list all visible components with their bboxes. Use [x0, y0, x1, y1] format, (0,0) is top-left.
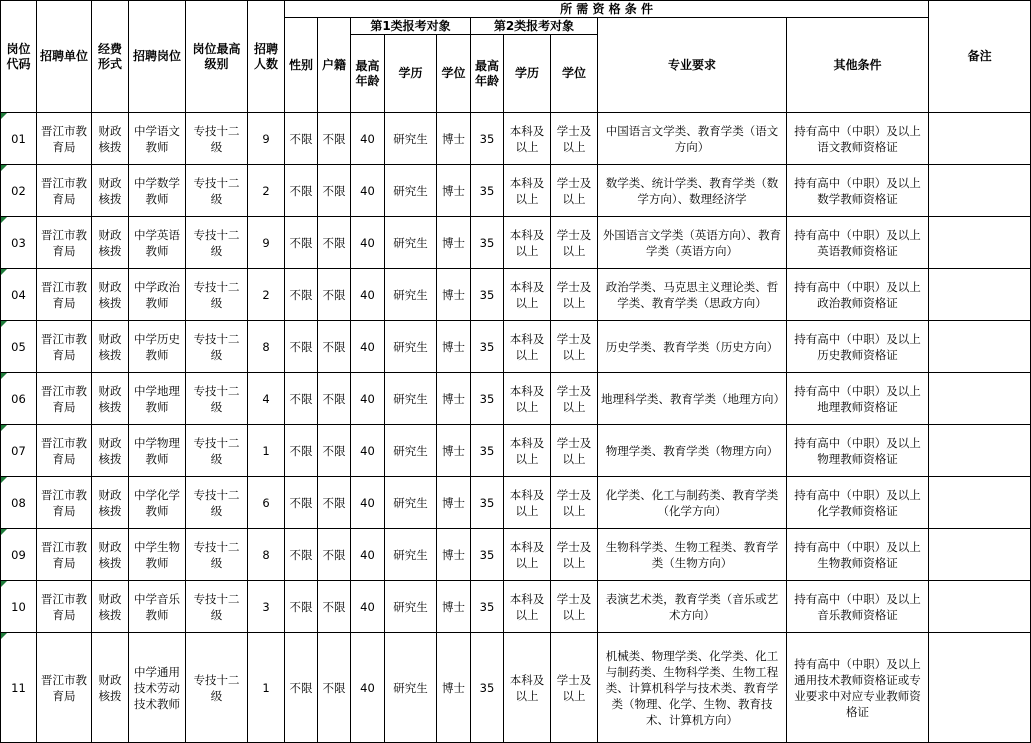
table-row [1, 321, 1031, 373]
cell-remark [929, 373, 1031, 425]
cell-gender: 不限 [285, 373, 318, 425]
cell-max-age-1: 40 [351, 113, 385, 165]
cell-count: 9 [248, 217, 285, 269]
cell-other: 持有高中（中职）及以上政治教师资格证 [787, 269, 929, 321]
cell-degree-2: 学士及以上 [551, 113, 598, 165]
cell-education-2: 本科及以上 [504, 113, 551, 165]
cell-degree-2: 学士及以上 [551, 529, 598, 581]
header-hukou: 户籍 [318, 18, 351, 113]
cell-other: 持有高中（中职）及以上数学教师资格证 [787, 165, 929, 217]
cell-hukou: 不限 [318, 321, 351, 373]
cell-code: 09 [1, 529, 37, 581]
cell-max-age-2: 35 [471, 633, 504, 743]
cell-hukou: 不限 [318, 477, 351, 529]
cell-code: 04 [1, 269, 37, 321]
cell-degree-1: 博士 [437, 529, 471, 581]
cell-max-age-2: 35 [471, 217, 504, 269]
cell-remark [929, 477, 1031, 529]
cell-remark [929, 425, 1031, 477]
cell-degree-1: 博士 [437, 217, 471, 269]
cell-count: 1 [248, 633, 285, 743]
cell-hukou: 不限 [318, 633, 351, 743]
cell-count: 1 [248, 425, 285, 477]
cell-unit: 晋江市教育局 [37, 477, 92, 529]
cell-remark [929, 165, 1031, 217]
cell-major: 地理科学类、教育学类（地理方向） [598, 373, 787, 425]
cell-hukou: 不限 [318, 373, 351, 425]
cell-major: 化学类、化工与制药类、教育学类（化学方向） [598, 477, 787, 529]
cell-max-age-1: 40 [351, 477, 385, 529]
cell-degree-1: 博士 [437, 581, 471, 633]
cell-level: 专技十二级 [186, 581, 248, 633]
cell-count: 8 [248, 321, 285, 373]
cell-code: 08 [1, 477, 37, 529]
cell-level: 专技十二级 [186, 633, 248, 743]
cell-degree-2: 学士及以上 [551, 321, 598, 373]
cell-hukou: 不限 [318, 425, 351, 477]
cell-max-age-2: 35 [471, 373, 504, 425]
cell-education-1: 研究生 [385, 425, 437, 477]
cell-education-1: 研究生 [385, 581, 437, 633]
table-row [1, 269, 1031, 321]
cell-unit: 晋江市教育局 [37, 165, 92, 217]
cell-education-2: 本科及以上 [504, 425, 551, 477]
cell-funding: 财政核拨 [92, 217, 129, 269]
cell-code: 03 [1, 217, 37, 269]
cell-education-2: 本科及以上 [504, 529, 551, 581]
cell-gender: 不限 [285, 477, 318, 529]
header-count: 招聘人数 [248, 1, 285, 113]
cell-other: 持有高中（中职）及以上语文教师资格证 [787, 113, 929, 165]
cell-funding: 财政核拨 [92, 581, 129, 633]
cell-funding: 财政核拨 [92, 113, 129, 165]
cell-max-age-1: 40 [351, 165, 385, 217]
cell-education-2: 本科及以上 [504, 477, 551, 529]
cell-max-age-2: 35 [471, 425, 504, 477]
cell-gender: 不限 [285, 165, 318, 217]
cell-other: 持有高中（中职）及以上音乐教师资格证 [787, 581, 929, 633]
cell-remark [929, 529, 1031, 581]
header-major: 专业要求 [598, 18, 787, 113]
cell-max-age-1: 40 [351, 581, 385, 633]
cell-level: 专技十二级 [186, 529, 248, 581]
cell-count: 4 [248, 373, 285, 425]
cell-max-age-1: 40 [351, 217, 385, 269]
header-funding: 经费形式 [92, 1, 129, 113]
cell-position: 中学通用技术劳动技术教师 [129, 633, 186, 743]
cell-unit: 晋江市教育局 [37, 269, 92, 321]
cell-position: 中学生物教师 [129, 529, 186, 581]
cell-position: 中学英语教师 [129, 217, 186, 269]
cell-degree-1: 博士 [437, 165, 471, 217]
cell-count: 9 [248, 113, 285, 165]
header-category-1: 第1类报考对象 [351, 18, 471, 35]
cell-level: 专技十二级 [186, 425, 248, 477]
cell-funding: 财政核拨 [92, 529, 129, 581]
table-row [1, 165, 1031, 217]
cell-code: 06 [1, 373, 37, 425]
cell-education-1: 研究生 [385, 529, 437, 581]
cell-gender: 不限 [285, 321, 318, 373]
cell-count: 2 [248, 165, 285, 217]
header-education-2: 学历 [504, 35, 551, 113]
cell-degree-2: 学士及以上 [551, 373, 598, 425]
cell-education-2: 本科及以上 [504, 633, 551, 743]
cell-education-1: 研究生 [385, 321, 437, 373]
cell-degree-1: 博士 [437, 269, 471, 321]
cell-count: 3 [248, 581, 285, 633]
cell-unit: 晋江市教育局 [37, 633, 92, 743]
cell-hukou: 不限 [318, 529, 351, 581]
cell-gender: 不限 [285, 633, 318, 743]
header-max-age-2: 最高年龄 [471, 35, 504, 113]
cell-remark [929, 269, 1031, 321]
cell-other: 持有高中（中职）及以上英语教师资格证 [787, 217, 929, 269]
cell-max-age-1: 40 [351, 529, 385, 581]
header-degree-1: 学位 [437, 35, 471, 113]
cell-major: 中国语言文学类、教育学类（语文方向） [598, 113, 787, 165]
cell-funding: 财政核拨 [92, 633, 129, 743]
cell-gender: 不限 [285, 113, 318, 165]
cell-major: 生物科学类、生物工程类、教育学类（生物方向） [598, 529, 787, 581]
cell-code: 10 [1, 581, 37, 633]
cell-position: 中学化学教师 [129, 477, 186, 529]
cell-major: 数学类、统计学类、教育学类（数学方向）、数理经济学 [598, 165, 787, 217]
header-code: 岗位代码 [1, 1, 37, 113]
cell-funding: 财政核拨 [92, 165, 129, 217]
cell-code: 05 [1, 321, 37, 373]
cell-other: 持有高中（中职）及以上物理教师资格证 [787, 425, 929, 477]
cell-degree-1: 博士 [437, 321, 471, 373]
cell-education-1: 研究生 [385, 217, 437, 269]
cell-level: 专技十二级 [186, 217, 248, 269]
table-row [1, 581, 1031, 633]
cell-hukou: 不限 [318, 113, 351, 165]
header-education-1: 学历 [385, 35, 437, 113]
cell-position: 中学历史教师 [129, 321, 186, 373]
cell-gender: 不限 [285, 269, 318, 321]
cell-degree-2: 学士及以上 [551, 217, 598, 269]
cell-count: 2 [248, 269, 285, 321]
cell-level: 专技十二级 [186, 113, 248, 165]
cell-hukou: 不限 [318, 269, 351, 321]
cell-max-age-1: 40 [351, 373, 385, 425]
cell-max-age-2: 35 [471, 321, 504, 373]
cell-max-age-2: 35 [471, 529, 504, 581]
table-row [1, 529, 1031, 581]
cell-education-2: 本科及以上 [504, 373, 551, 425]
cell-max-age-1: 40 [351, 425, 385, 477]
cell-position: 中学地理教师 [129, 373, 186, 425]
cell-max-age-1: 40 [351, 633, 385, 743]
cell-other: 持有高中（中职）及以上地理教师资格证 [787, 373, 929, 425]
table-row [1, 477, 1031, 529]
header-other: 其他条件 [787, 18, 929, 113]
cell-degree-1: 博士 [437, 633, 471, 743]
header-category-2: 第2类报考对象 [471, 18, 598, 35]
table-row [1, 113, 1031, 165]
cell-position: 中学物理教师 [129, 425, 186, 477]
table-row [1, 373, 1031, 425]
cell-position: 中学语文教师 [129, 113, 186, 165]
cell-education-2: 本科及以上 [504, 321, 551, 373]
cell-level: 专技十二级 [186, 269, 248, 321]
header-remark: 备注 [929, 1, 1031, 113]
header-unit: 招聘单位 [37, 1, 92, 113]
table-row [1, 425, 1031, 477]
cell-remark [929, 581, 1031, 633]
cell-funding: 财政核拨 [92, 269, 129, 321]
cell-level: 专技十二级 [186, 165, 248, 217]
cell-unit: 晋江市教育局 [37, 373, 92, 425]
cell-degree-2: 学士及以上 [551, 165, 598, 217]
cell-funding: 财政核拨 [92, 373, 129, 425]
cell-unit: 晋江市教育局 [37, 321, 92, 373]
cell-major: 历史学类、教育学类（历史方向） [598, 321, 787, 373]
cell-unit: 晋江市教育局 [37, 529, 92, 581]
cell-max-age-1: 40 [351, 321, 385, 373]
cell-position: 中学政治教师 [129, 269, 186, 321]
cell-degree-2: 学士及以上 [551, 633, 598, 743]
cell-max-age-2: 35 [471, 477, 504, 529]
header-position: 招聘岗位 [129, 1, 186, 113]
table-row [1, 217, 1031, 269]
cell-unit: 晋江市教育局 [37, 217, 92, 269]
cell-degree-1: 博士 [437, 373, 471, 425]
cell-gender: 不限 [285, 529, 318, 581]
cell-other: 持有高中（中职）及以上化学教师资格证 [787, 477, 929, 529]
cell-remark [929, 633, 1031, 743]
cell-major: 政治学类、马克思主义理论类、哲学类、教育学类（思政方向） [598, 269, 787, 321]
header-requirements: 所 需 资 格 条 件 [285, 1, 929, 18]
cell-code: 07 [1, 425, 37, 477]
cell-gender: 不限 [285, 581, 318, 633]
cell-level: 专技十二级 [186, 321, 248, 373]
cell-other: 持有高中（中职）及以上通用技术教师资格证或专业要求中对应专业教师资格证 [787, 633, 929, 743]
table-row [1, 633, 1031, 743]
cell-hukou: 不限 [318, 581, 351, 633]
cell-other: 持有高中（中职）及以上生物教师资格证 [787, 529, 929, 581]
cell-position: 中学数学教师 [129, 165, 186, 217]
cell-degree-2: 学士及以上 [551, 425, 598, 477]
cell-education-2: 本科及以上 [504, 165, 551, 217]
cell-max-age-2: 35 [471, 269, 504, 321]
cell-hukou: 不限 [318, 217, 351, 269]
cell-level: 专技十二级 [186, 373, 248, 425]
header-max-age-1: 最高年龄 [351, 35, 385, 113]
cell-count: 8 [248, 529, 285, 581]
cell-education-1: 研究生 [385, 165, 437, 217]
cell-unit: 晋江市教育局 [37, 581, 92, 633]
cell-max-age-2: 35 [471, 165, 504, 217]
cell-max-age-2: 35 [471, 581, 504, 633]
cell-gender: 不限 [285, 425, 318, 477]
cell-code: 11 [1, 633, 37, 743]
cell-level: 专技十二级 [186, 477, 248, 529]
cell-funding: 财政核拨 [92, 477, 129, 529]
cell-degree-1: 博士 [437, 425, 471, 477]
cell-education-1: 研究生 [385, 113, 437, 165]
cell-major: 物理学类、教育学类（物理方向） [598, 425, 787, 477]
cell-education-2: 本科及以上 [504, 217, 551, 269]
cell-remark [929, 113, 1031, 165]
cell-funding: 财政核拨 [92, 321, 129, 373]
header-degree-2: 学位 [551, 35, 598, 113]
cell-funding: 财政核拨 [92, 425, 129, 477]
cell-education-1: 研究生 [385, 269, 437, 321]
header-level: 岗位最高级别 [186, 1, 248, 113]
cell-gender: 不限 [285, 217, 318, 269]
cell-max-age-2: 35 [471, 113, 504, 165]
cell-education-1: 研究生 [385, 373, 437, 425]
cell-degree-1: 博士 [437, 477, 471, 529]
header-gender: 性别 [285, 18, 318, 113]
cell-major: 表演艺术类，教育学类（音乐或艺术方向） [598, 581, 787, 633]
cell-major: 机械类、物理学类、化学类、化工与制药类、生物科学类、生物工程类、计算机科学与技术类、教育学类（物理、化学、生物、教育技术、计算机方向） [598, 633, 787, 743]
cell-education-1: 研究生 [385, 633, 437, 743]
cell-max-age-1: 40 [351, 269, 385, 321]
cell-major: 外国语言文学类（英语方向）、教育学类（英语方向） [598, 217, 787, 269]
cell-code: 02 [1, 165, 37, 217]
cell-count: 6 [248, 477, 285, 529]
cell-degree-2: 学士及以上 [551, 477, 598, 529]
cell-unit: 晋江市教育局 [37, 425, 92, 477]
cell-remark [929, 321, 1031, 373]
cell-remark [929, 217, 1031, 269]
cell-code: 01 [1, 113, 37, 165]
cell-education-2: 本科及以上 [504, 269, 551, 321]
cell-position: 中学音乐教师 [129, 581, 186, 633]
cell-unit: 晋江市教育局 [37, 113, 92, 165]
cell-degree-2: 学士及以上 [551, 581, 598, 633]
cell-degree-2: 学士及以上 [551, 269, 598, 321]
cell-degree-1: 博士 [437, 113, 471, 165]
cell-education-2: 本科及以上 [504, 581, 551, 633]
cell-other: 持有高中（中职）及以上历史教师资格证 [787, 321, 929, 373]
cell-hukou: 不限 [318, 165, 351, 217]
cell-education-1: 研究生 [385, 477, 437, 529]
